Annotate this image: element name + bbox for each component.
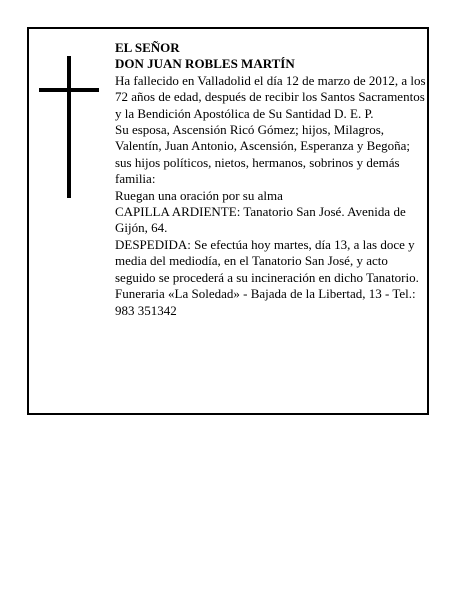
funeral-home-info: Funeraria «La Soledad» - Bajada de la Libertad, 13 - Tel.: 983 351342 (115, 286, 416, 318)
obituary-text (115, 40, 427, 319)
chapel-info: CAPILLA ARDIENTE: Tanatorio San José. Avenida de Gijón, 64. (115, 204, 406, 236)
deceased-title: EL SEÑOR (115, 40, 180, 55)
death-announcement: Ha fallecido en Valladolid el día 12 de marzo de 2012, a los 72 años de edad, después de recibir los Santos Sacramentos y la Bendición Apostólica de Su Santidad D. E. P. (115, 72, 426, 121)
prayer-request: Ruegan una oración por su alma (115, 187, 283, 203)
family-list: Su esposa, Ascensión Ricó Gómez; hijos, Milagros, Valentín, Juan Antonio, Ascensión, Esperanza y Begoña; sus hijos políticos, nietos, hermanos, sobrinos y demás familia: (115, 122, 410, 187)
deceased-name: DON JUAN ROBLES MARTÍN (115, 56, 295, 72)
obituary-notice (27, 27, 429, 415)
cross-horizontal-bar (39, 88, 99, 92)
cross-vertical-bar (67, 56, 71, 198)
farewell-info: DESPEDIDA: Se efectúa hoy martes, día 13, a las doce y media del mediodía, en el Tanatorio San José, y acto seguido se procederá a su incineración en dicho Tanatorio. (115, 236, 419, 285)
